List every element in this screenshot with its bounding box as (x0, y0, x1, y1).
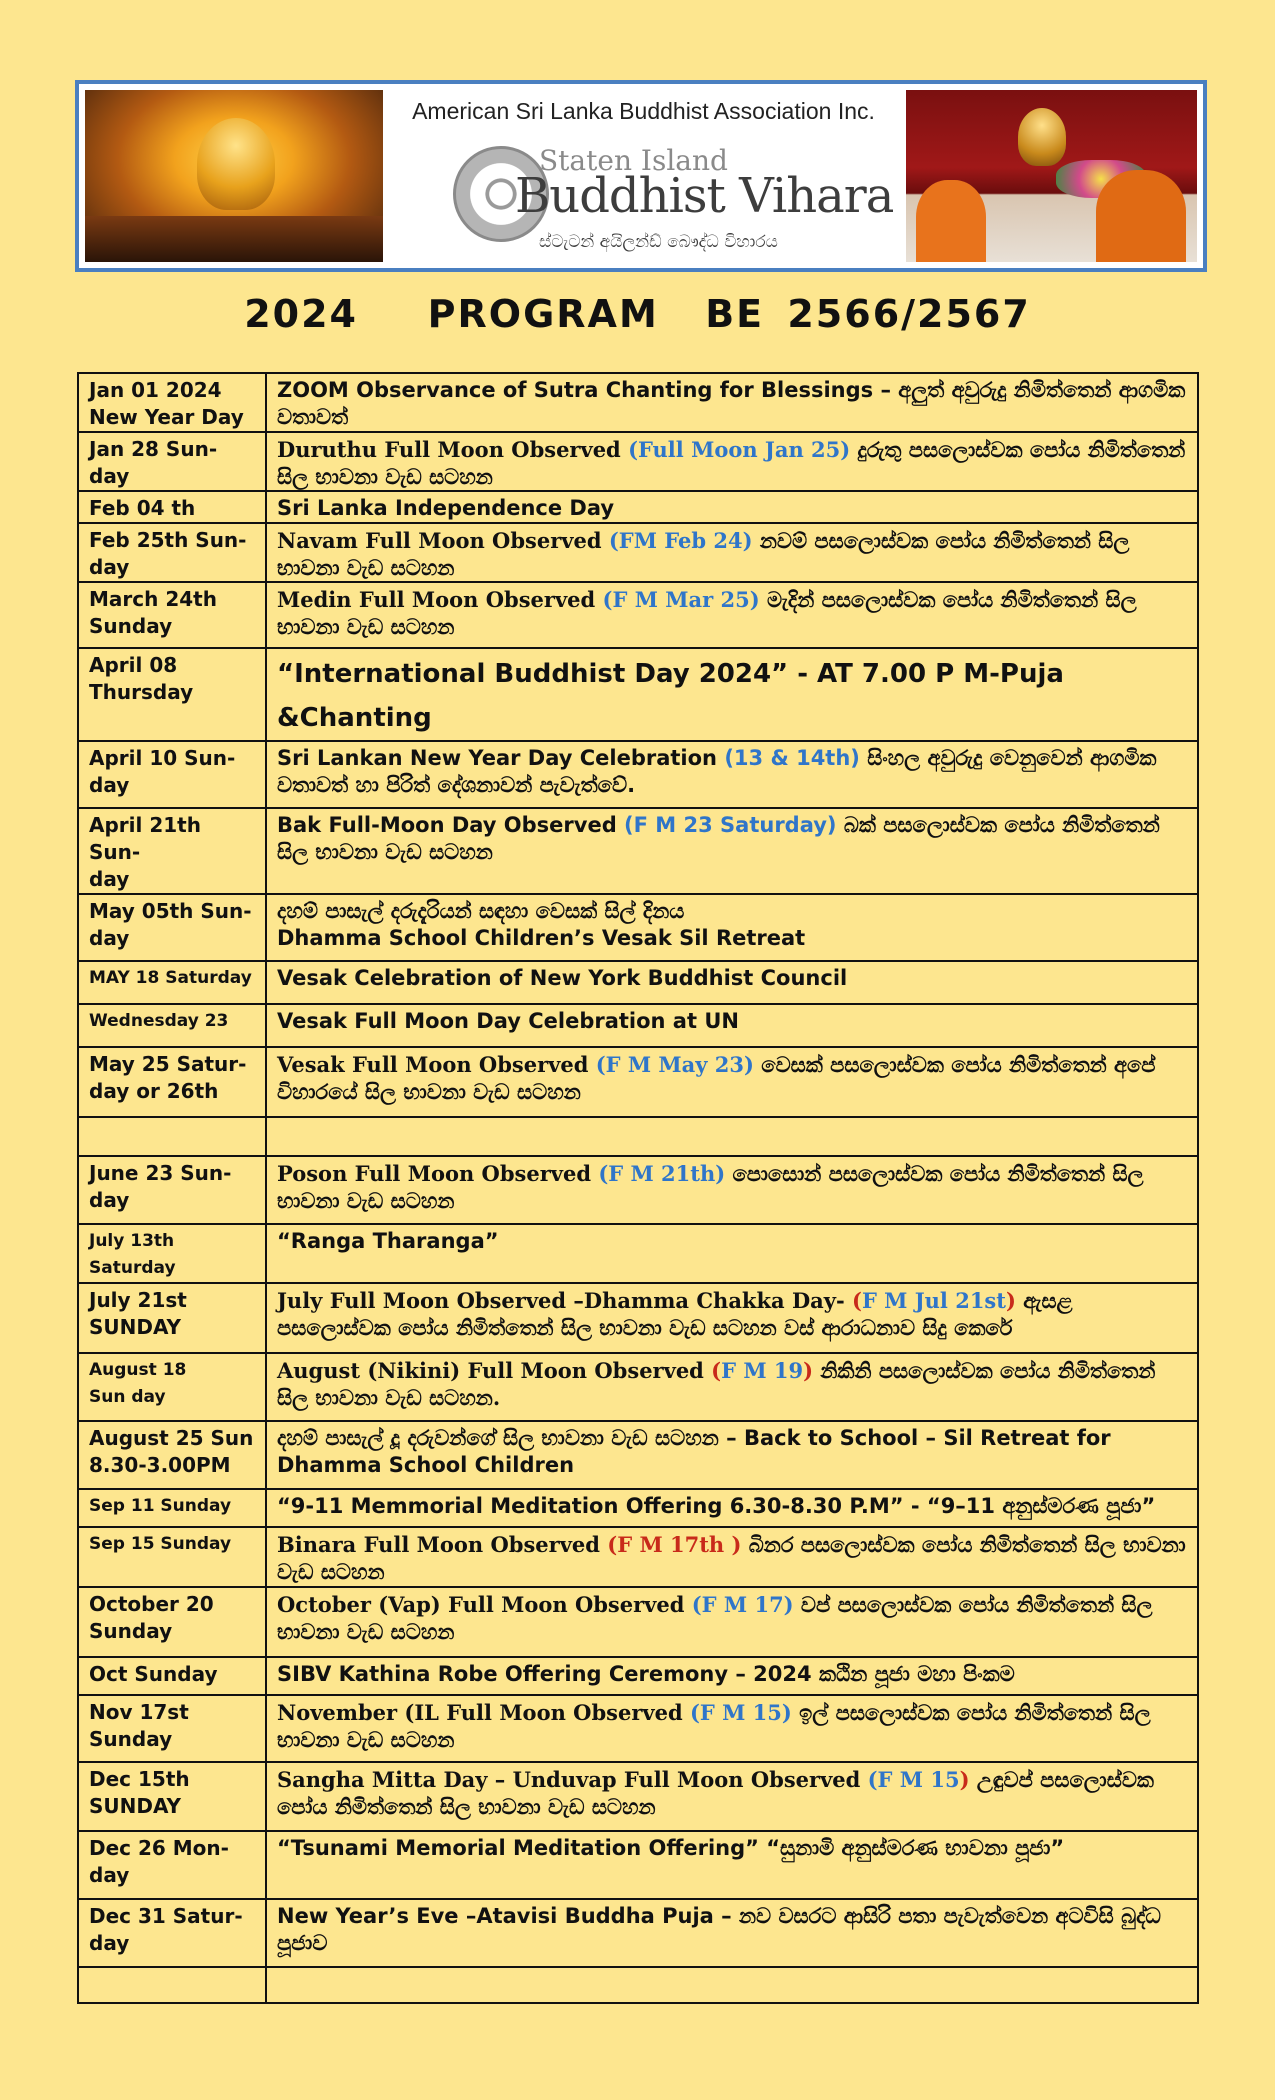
program-row (78, 1587, 1198, 1657)
program-event (266, 1489, 1198, 1527)
program-row (78, 1224, 1198, 1283)
program-event (266, 1695, 1198, 1762)
event-highlight: (FM Feb 24) (608, 528, 753, 553)
logo-title: Buddhist Vihara (515, 168, 894, 224)
logo-sinhala-text: ස්ටැටන් අයිලන්ඩ් බෞද්ධ විහාරය (539, 232, 778, 252)
program-row (78, 1831, 1198, 1899)
event-text: Vesak Celebration of New York Buddhist Council (277, 966, 848, 990)
program-date: August 25 Sun 8.30-3.00PM (78, 1421, 266, 1489)
event-text: Sri Lanka Independence Day (277, 496, 615, 520)
program-date: July 13th Saturday (78, 1224, 266, 1283)
program-date: Jan 28 Sun- day (78, 432, 266, 491)
program-row (78, 1421, 1198, 1489)
program-event (266, 1224, 1198, 1283)
monks-chanting-photo (906, 90, 1197, 262)
program-date: Oct Sunday (78, 1657, 266, 1695)
program-date: October 20 Sunday (78, 1587, 266, 1657)
program-date: Dec 31 Satur- day (78, 1899, 266, 1967)
event-text: October (Vap) Full Moon Observed (277, 1592, 692, 1617)
event-text: නිකිනි පසලොස්වක පෝය නිමිත්තෙන් සිල භාවනා වැඩ සටහන. (277, 1358, 1156, 1410)
program-date: May 05th Sun- day (78, 894, 266, 961)
banner-center (389, 84, 898, 268)
program-row (78, 894, 1198, 961)
event-highlight: F M Jul 21st (861, 1288, 1006, 1313)
program-table (77, 372, 1199, 2004)
program-row (78, 1695, 1198, 1762)
event-text: Binara Full Moon Observed (277, 1532, 608, 1557)
program-event (266, 1587, 1198, 1657)
event-text: Medin Full Moon Observed (277, 587, 603, 612)
program-date: Wednesday 23 (78, 1004, 266, 1047)
program-date: May 25 Satur- day or 26th (78, 1047, 266, 1117)
event-highlight: (F M 17th ) (607, 1532, 742, 1557)
program-row (78, 523, 1198, 582)
program-date: June 23 Sun- day (78, 1156, 266, 1224)
event-text: දහම් පාසැල් දරුදැරියන් සඳහා වෙසක් සිල් දිනය Dhamma School Children’s Vesak Sil Retreat (277, 899, 806, 950)
event-text: ඇසළ පසලොස්වක පෝය නිමිත්තෙන් සිල භාවනා වැඩ සටහන වස් ආරාධනාව සිදු කෙරේ (277, 1288, 1073, 1340)
program-row (78, 1353, 1198, 1421)
program-date: April 08 Thursday (78, 648, 266, 741)
program-row (78, 1762, 1198, 1831)
event-text: මැදින් පසලොස්වක පෝය නිමිත්තෙන් සිල භාවනා වැඩ සටහන (277, 587, 1137, 639)
event-text: SIBV Kathina Robe Offering Ceremony – 2024 කඨින පූජා මහා පිංකම (277, 1662, 1015, 1686)
program-event (266, 1117, 1198, 1156)
program-event (266, 1421, 1198, 1489)
program-date: Sep 15 Sunday (78, 1527, 266, 1587)
program-date: Nov 17st Sunday (78, 1695, 266, 1762)
event-text: වප් පසලොස්වක පෝය නිමිත්තෙන් සිල භාවනා වැඩ සටහන (277, 1592, 1153, 1644)
event-highlight: ) (1005, 1288, 1016, 1313)
event-text: August (Nikini) Full Moon Observed (277, 1358, 712, 1383)
event-text: පොසොන් පසලොස්වක පෝය නිමිත්තෙන් සිල භාවනා වැඩ සටහන (277, 1161, 1144, 1213)
program-row (78, 1967, 1198, 2003)
program-date: Feb 04 th (78, 491, 266, 523)
event-highlight: (F M 15) (689, 1700, 792, 1725)
program-row (78, 491, 1198, 523)
program-event (266, 894, 1198, 961)
event-highlight: (F M 17) (691, 1592, 794, 1617)
event-text: July Full Moon Observed –Dhamma Chakka Day- (277, 1288, 852, 1313)
program-event (266, 1156, 1198, 1224)
event-text: වෙසක් පසලොස්වක පෝය නිමිත්තෙන් අපේ විහාරයේ සිල භාවනා වැඩ සටහන (277, 1052, 1156, 1104)
event-highlight: (13 & 14th) (724, 746, 860, 770)
event-text: දුරුතු පසලොස්වක පෝය නිමිත්තෙන් සිල භාවනා වැඩ සටහන (277, 437, 1186, 489)
event-text: Sri Lankan New Year Day Celebration (277, 746, 725, 770)
event-text: ZOOM Observance of Sutra Chanting for Blessings – අලුත් අවුරුදු නිමිත්තෙන් ආගමික වතාවත් (277, 378, 1186, 429)
program-row (78, 432, 1198, 491)
event-text: “Tsunami Memorial Meditation Offering” “සුනාමි අනුස්මරණ භාවනා පූජා” (277, 1836, 1065, 1860)
program-date (78, 1967, 266, 2003)
program-event (266, 1657, 1198, 1695)
program-row (78, 1899, 1198, 1967)
program-event (266, 808, 1198, 894)
temple-buddha-photo (85, 90, 383, 262)
event-highlight: ( (711, 1358, 722, 1383)
program-row (78, 373, 1198, 432)
program-date: Dec 15th SUNDAY (78, 1762, 266, 1831)
event-text: “9-11 Memmorial Meditation Offering 6.30-8.30 P.M” - “9–11 අනුස්මරණ පූජා” (277, 1494, 1156, 1518)
program-row (78, 1489, 1198, 1527)
program-event (266, 1831, 1198, 1899)
event-highlight: (F M May 23) (595, 1052, 754, 1077)
program-date: April 21th Sun- day (78, 808, 266, 894)
program-date: August 18 Sun day (78, 1353, 266, 1421)
program-event (266, 373, 1198, 432)
event-text: නවම් පසලොස්වක පෝය නිමිත්තෙන් සිල භාවනා වැඩ සටහන (277, 528, 1130, 580)
header-banner (75, 80, 1207, 272)
monk-robe-shape (1096, 170, 1186, 262)
event-text: Bak Full-Moon Day Observed (277, 813, 625, 837)
program-date: July 21st SUNDAY (78, 1283, 266, 1353)
program-row (78, 1657, 1198, 1695)
program-event (266, 523, 1198, 582)
event-text: දහම් පාසැල් දූ දරුවන්ගේ සිල භාවනා වැඩ සටහන – Back to School – Sil Retreat for Dhamma School Children (277, 1426, 1111, 1477)
event-text: Duruthu Full Moon Observed (277, 437, 629, 462)
event-text: Vesak Full Moon Day Celebration at UN (277, 1009, 739, 1033)
program-row (78, 1156, 1198, 1224)
monk-robe-shape (916, 180, 986, 262)
event-text: Navam Full Moon Observed (277, 528, 609, 553)
event-highlight: ) (803, 1358, 814, 1383)
event-text: Poson Full Moon Observed (277, 1161, 599, 1186)
photo-floor-shape (85, 216, 383, 262)
program-event (266, 1283, 1198, 1353)
program-table-body (78, 373, 1198, 2003)
program-event (266, 1762, 1198, 1831)
program-row (78, 1004, 1198, 1047)
program-event (266, 1047, 1198, 1117)
event-text: November (IL Full Moon Observed (277, 1700, 690, 1725)
program-row (78, 961, 1198, 1004)
event-highlight: (F M Mar 25) (602, 587, 760, 612)
event-highlight: (F M 15 (867, 1767, 960, 1792)
program-row (78, 741, 1198, 808)
program-event (266, 1967, 1198, 2003)
event-highlight: (F M 23 Saturday) (624, 813, 837, 837)
program-date: Jan 01 2024 New Year Day (78, 373, 266, 432)
program-event (266, 1899, 1198, 1967)
buddha-statue-shape (197, 118, 275, 210)
program-row (78, 1283, 1198, 1353)
event-highlight: F M 19 (721, 1358, 804, 1383)
event-text: “Ranga Tharanga” (277, 1229, 499, 1253)
event-highlight: (Full Moon Jan 25) (628, 437, 851, 462)
program-event (266, 741, 1198, 808)
program-event (266, 1527, 1198, 1587)
event-text: ඉල් පසලොස්වක පෝය නිමිත්තෙන් සිල භාවනා වැඩ සටහන (277, 1700, 1151, 1752)
event-text: සිංහල අවුරුදු වෙනුවෙන් ආගමික වතාවත් හා පිරිත් දේශනාවන් පැවැත්වේ. (277, 746, 1157, 797)
event-text: Vesak Full Moon Observed (277, 1052, 596, 1077)
buddha-statue-shape (1018, 108, 1066, 166)
program-event (266, 1353, 1198, 1421)
event-text: බිනර පසලොස්වක පෝය නිමිත්තෙන් සිල භාවනා වැඩ සටහන (277, 1532, 1186, 1584)
org-name: American Sri Lanka Buddhist Association Inc. (412, 98, 875, 124)
program-row (78, 1117, 1198, 1156)
program-event (266, 491, 1198, 523)
program-row (78, 648, 1198, 741)
program-date: Feb 25th Sun- day (78, 523, 266, 582)
event-highlight: ( (852, 1288, 862, 1313)
event-highlight: ) (959, 1767, 970, 1792)
event-text: Sangha Mitta Day – Unduvap Full Moon Observed (277, 1767, 868, 1792)
program-date: Dec 26 Mon- day (78, 1831, 266, 1899)
program-date: March 24th Sunday (78, 582, 266, 648)
program-row (78, 1527, 1198, 1587)
program-event (266, 648, 1198, 741)
event-text: New Year’s Eve –Atavisi Buddha Puja – නව වසරට ආසිරි පතා පැවැත්වෙන අටවිසි බුද්ධ පූජාව (277, 1904, 1161, 1955)
event-text: උඳුවප් පසලොස්වක පෝය නිමිත්තෙන් සිල භාවනා වැඩ සටහන (277, 1767, 1154, 1819)
program-event (266, 582, 1198, 648)
event-highlight: (F M 21th) (598, 1161, 726, 1186)
program-event (266, 961, 1198, 1004)
program-date: April 10 Sun- day (78, 741, 266, 808)
page-title: 2024 PROGRAM BE 2566/2567 (244, 292, 1031, 336)
program-date (78, 1117, 266, 1156)
program-row (78, 582, 1198, 648)
program-event (266, 1004, 1198, 1047)
program-row (78, 808, 1198, 894)
program-event (266, 432, 1198, 491)
logo-subtitle: Staten Island (539, 144, 728, 177)
event-text: බක් පසලොස්වක පෝය නිමිත්තෙන් සිල භාවනා වැඩ සටහන (277, 813, 1160, 864)
event-text: “International Buddhist Day 2024” - AT 7.00 P M-Puja &Chanting (277, 659, 1064, 733)
program-date: MAY 18 Saturday (78, 961, 266, 1004)
program-row (78, 1047, 1198, 1117)
program-date: Sep 11 Sunday (78, 1489, 266, 1527)
